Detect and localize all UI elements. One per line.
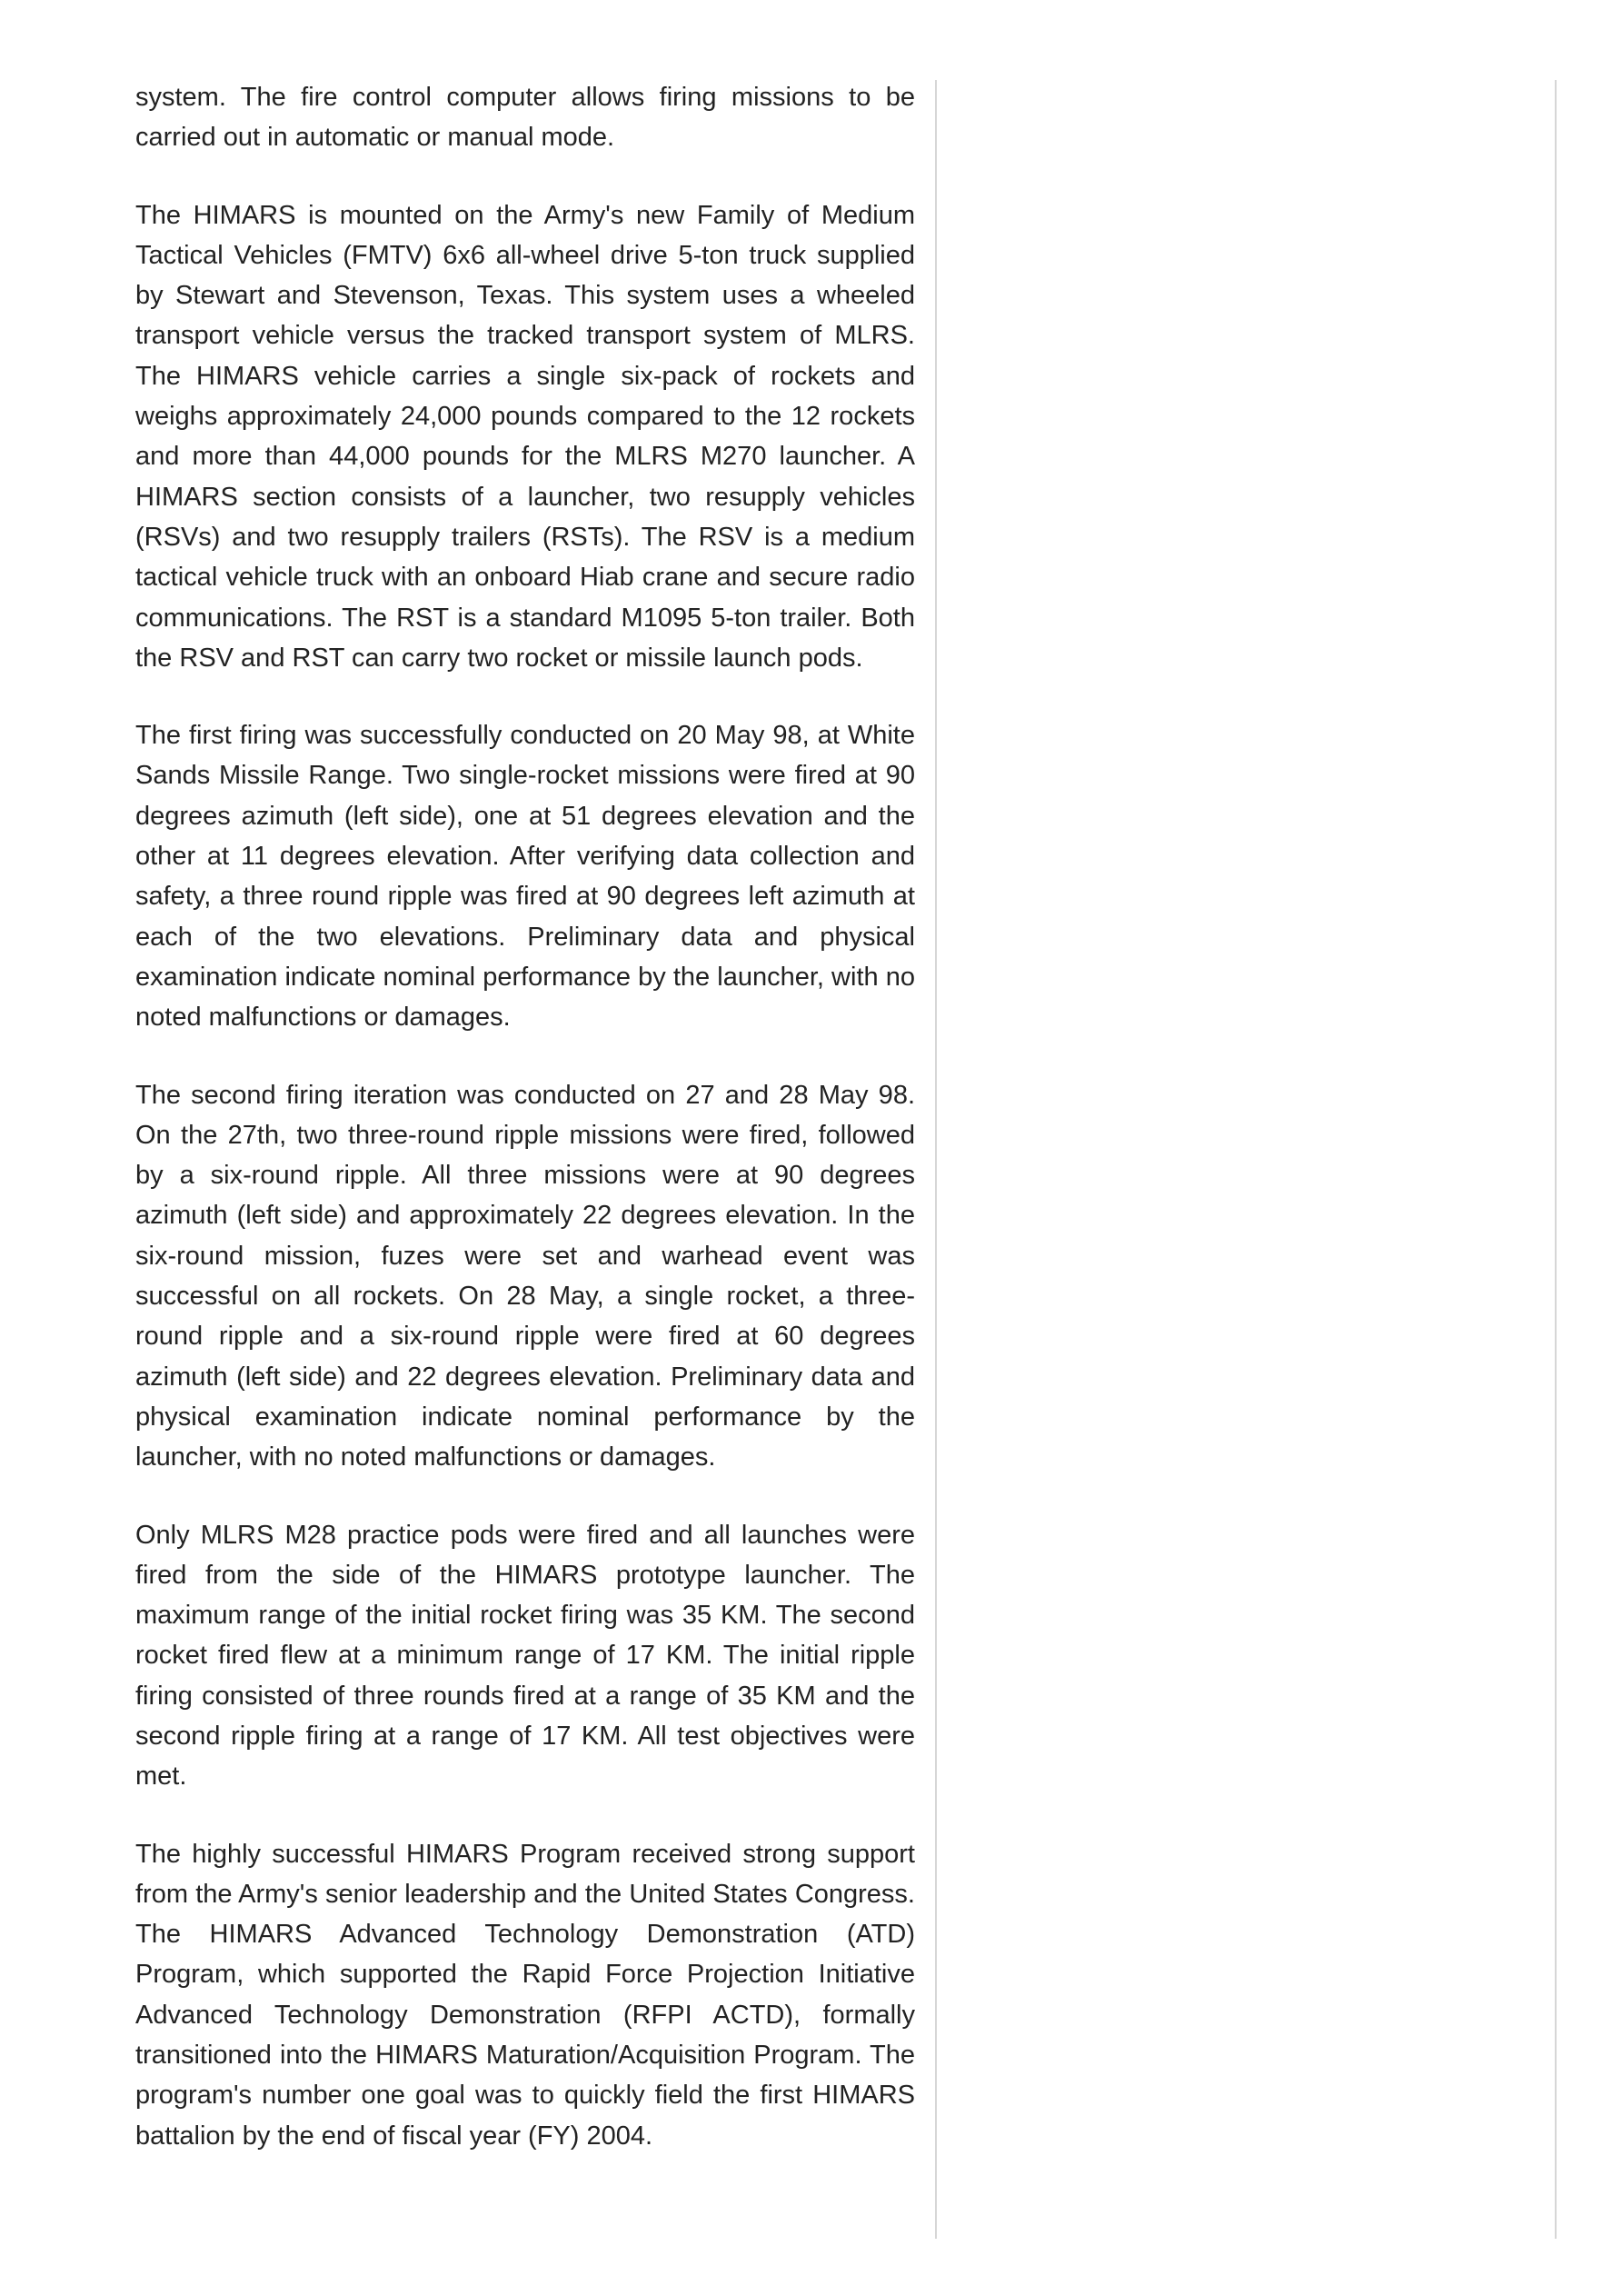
article-body — [135, 77, 915, 2193]
paragraph-second-firing: The second firing iteration was conducted on 27 and 28 May 98. On the 27th, two three-round ripple missions were fired, followed by a six-round ripple. All three missions were at 90 degrees azimuth (left side) and approximately 22 degrees elevation. In the six-round mission, fuzes were set and warhead event was successful on all rockets. On 28 May, a single rocket, a three-round ripple and a six-round ripple were fired at 60 degrees azimuth (left side) and 22 degrees elevation. Preliminary data and physical examination indicate nominal performance by the launcher, with no noted malfunctions or damages. — [135, 1080, 915, 1472]
paragraph-practice-pods: Only MLRS M28 practice pods were fired and all launches were fired from the side of the HIMARS prototype launcher. The maximum range of the initial rocket firing was 35 KM. The second rocket fired flew at a minimum range of 17 KM. The initial ripple firing consisted of three rounds fired at a range of 35 KM and the second ripple firing at a range of 17 KM. All test objectives were met. — [135, 1520, 915, 1792]
paragraph-program-support: The highly successful HIMARS Program received strong support from the Army's senior leadership and the United States Congress. The HIMARS Advanced Technology Demonstration (ATD) Program, which supported the Rapid Force Projection Initiative Advanced Technology Demonstration (RFPI ACTD), formally transitioned into the HIMARS Maturation/Acquisition Program. The program's number one goal was to quickly field the first HIMARS battalion by the end of fiscal year (FY) 2004. — [135, 1839, 915, 2151]
paragraph-vehicle: The HIMARS is mounted on the Army's new Family of Medium Tactical Vehicles (FMTV) 6x6 all-wheel drive 5-ton truck supplied by Stewart and Stevenson, Texas. This system uses a wheeled transport vehicle versus the tracked transport system of MLRS. The HIMARS vehicle carries a single six-pack of rockets and weighs approximately 24,000 pounds compared to the 12 rockets and more than 44,000 pounds for the MLRS M270 launcher. A HIMARS section consists of a launcher, two resupply vehicles (RSVs) and two resupply trailers (RSTs). The RSV is a medium tactical vehicle truck with an onboard Hiab crane and secure radio communications. The RST is a standard M1095 5-ton trailer. Both the RSV and RST can carry two rocket or missile launch pods. — [135, 200, 915, 673]
paragraph-first-firing: The first firing was successfully conducted on 20 May 98, at White Sands Missile Range. Two single-rocket missions were fired at 90 degrees azimuth (left side), one at 51 degrees elevation and the other at 11 degrees elevation. After verifying data collection and safety, a three round ripple was fired at 90 degrees left azimuth at each of the two elevations. Preliminary data and physical examination indicate nominal performance by the launcher, with no noted malfunctions or damages. — [135, 721, 915, 1033]
column-divider — [935, 80, 937, 2239]
paragraph-fire-control: system. The fire control computer allows firing missions to be carried out in automatic or manual mode. — [135, 83, 915, 153]
right-border-divider — [1555, 80, 1557, 2239]
